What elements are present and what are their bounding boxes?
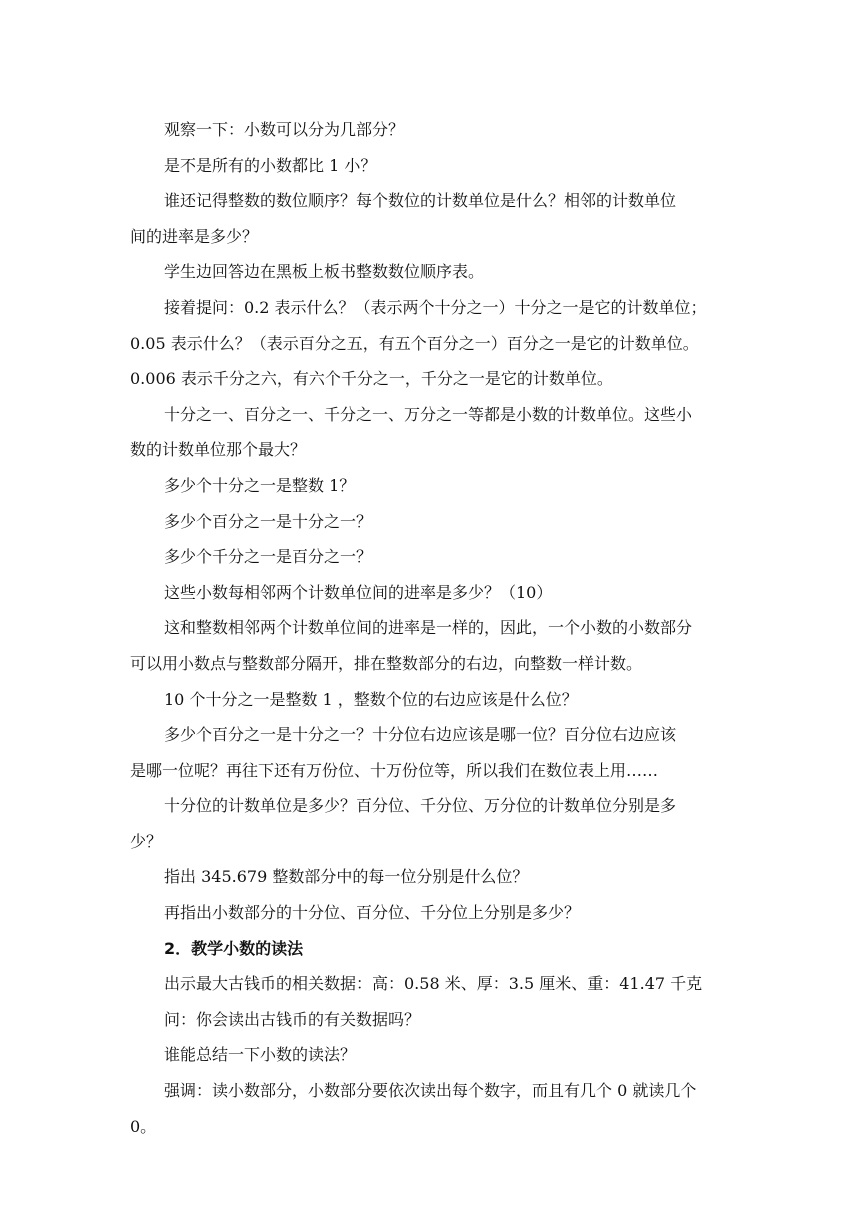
text-line: 这和整数相邻两个计数单位间的进率是一样的，因此，一个小数的小数部分 — [164, 618, 693, 638]
paragraph — [130, 112, 732, 148]
text-line: 观察一下：小数可以分为几部分？ — [164, 120, 405, 139]
document-body — [130, 112, 732, 1144]
paragraph — [130, 468, 732, 504]
text-line: 间的进率是多少？ — [130, 226, 259, 246]
paragraph — [130, 966, 732, 1002]
text-line: 数的计数单位那个最大？ — [130, 440, 307, 460]
text-line: 强调：读小数部分，小数部分要依次读出每个数字，而且有几个 0 就读几个 — [164, 1081, 697, 1101]
paragraph — [130, 539, 732, 575]
text-line: 十分之一、百分之一、千分之一、万分之一等都是小数的计数单位。这些小 — [164, 404, 693, 424]
text-line: 谁能总结一下小数的读法？ — [164, 1045, 357, 1065]
text-line: 指出 345.679 整数部分中的每一位分别是什么位？ — [164, 867, 529, 887]
text-line: 多少个十分之一是整数 1？ — [164, 475, 356, 495]
paragraph — [130, 575, 732, 611]
text-line: 接着提问：0.2 表示什么？（表示两个十分之一）十分之一是它的计数单位； — [164, 297, 707, 317]
text-line: 少？ — [130, 831, 163, 851]
paragraph — [130, 1002, 732, 1038]
text-line: 十分位的计数单位是多少？百分位、千分位、万分位的计数单位分别是多 — [164, 796, 677, 816]
text-line: 可以用小数点与整数部分隔开，排在整数部分的右边，向整数一样计数。 — [130, 653, 643, 673]
text-line: 多少个百分之一是十分之一？ — [164, 511, 373, 531]
text-line: 0.006 表示千分之六，有六个千分之一，千分之一是它的计数单位。 — [130, 369, 613, 389]
paragraph — [130, 717, 732, 788]
text-line: 再指出小数部分的十分位、百分位、千分位上分别是多少？ — [164, 903, 581, 923]
section-heading — [130, 931, 732, 967]
text-line: 0.05 表示什么？（表示百分之五，有五个百分之一）百分之一是它的计数单位。 — [130, 333, 699, 353]
paragraph — [130, 1037, 732, 1073]
paragraph — [130, 397, 732, 468]
text-line: 问：你会读出古钱币的有关数据吗？ — [164, 1009, 421, 1029]
text-line: 是不是所有的小数都比 1 小？ — [164, 155, 377, 175]
text-line: 多少个千分之一是百分之一？ — [164, 547, 373, 567]
paragraph — [130, 610, 732, 681]
text-line: 多少个百分之一是十分之一？十分位右边应该是哪一位？百分位右边应该 — [164, 725, 677, 745]
text-line: 出示最大古钱币的相关数据：高：0.58 米、厚：3.5 厘米、重：41.47 千克 — [164, 974, 703, 994]
paragraph — [130, 859, 732, 895]
paragraph — [130, 788, 732, 859]
paragraph — [130, 895, 732, 931]
text-line: 谁还记得整数的数位顺序？每个数位的计数单位是什么？相邻的计数单位 — [164, 191, 677, 211]
paragraph — [130, 290, 732, 397]
text-line: 这些小数每相邻两个计数单位间的进率是多少？（10） — [164, 582, 553, 602]
text-line: 学生边回答边在黑板上板书整数数位顺序表。 — [164, 262, 485, 282]
text-line: 2．教学小数的读法 — [164, 938, 304, 958]
paragraph — [130, 254, 732, 290]
paragraph — [130, 504, 732, 540]
text-line: 0。 — [130, 1116, 157, 1136]
text-line: 10 个十分之一是整数 1 ，整数个位的右边应该是什么位？ — [164, 689, 578, 709]
paragraph — [130, 1073, 732, 1144]
text-line: 是哪一位呢？再往下还有万份位、十万份位等，所以我们在数位表上用…… — [130, 760, 659, 780]
paragraph — [130, 183, 732, 254]
paragraph — [130, 682, 732, 718]
paragraph — [130, 148, 732, 184]
